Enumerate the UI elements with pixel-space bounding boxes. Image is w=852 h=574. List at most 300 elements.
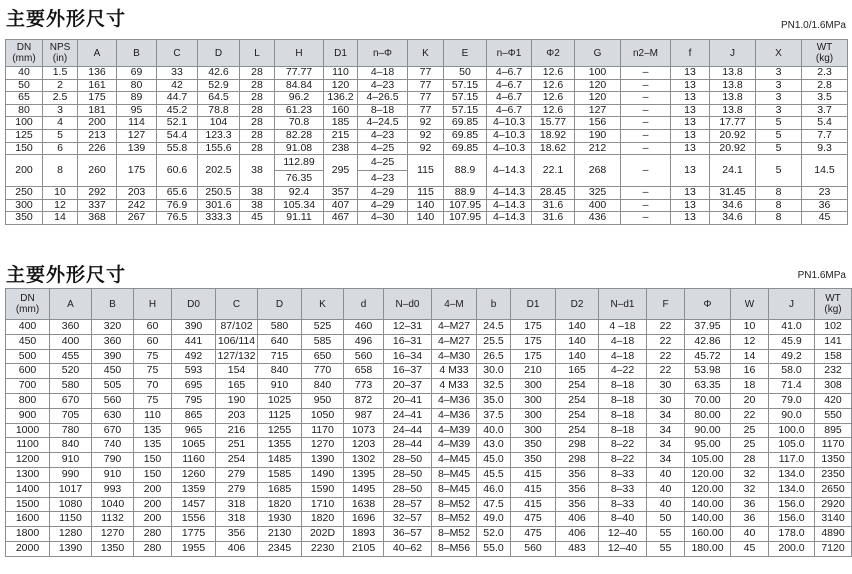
table-cell: 110 bbox=[134, 408, 172, 423]
table-cell: 40 bbox=[731, 527, 769, 542]
table-cell: 22 bbox=[647, 364, 685, 379]
table-cell: 467 bbox=[324, 212, 358, 225]
table-cell: 910 bbox=[50, 453, 92, 468]
table-cell: 18.92 bbox=[532, 129, 575, 142]
table-cell: 140 bbox=[556, 349, 599, 364]
table-cell: 1125 bbox=[258, 408, 302, 423]
table-cell: 200 bbox=[78, 117, 117, 130]
table-cell: 155.6 bbox=[198, 142, 240, 155]
table-cell: 1775 bbox=[172, 527, 216, 542]
table-cell: 202.5 bbox=[198, 155, 240, 187]
column-header-text: f bbox=[688, 47, 692, 59]
column-header-text: (mm) bbox=[12, 53, 36, 64]
table-cell: 165 bbox=[556, 364, 599, 379]
column-header-text: (in) bbox=[52, 53, 68, 64]
table-cell: 33 bbox=[157, 67, 198, 80]
table-cell: 4–18 bbox=[358, 67, 408, 80]
table-cell: 34 bbox=[647, 453, 685, 468]
table-cell: 55 bbox=[647, 541, 685, 556]
table-cell: 5 bbox=[43, 129, 78, 142]
table-cell: 65 bbox=[6, 92, 43, 105]
table-cell: 212 bbox=[575, 142, 621, 155]
table-cell: 1025 bbox=[258, 393, 302, 408]
column-header-text: Φ bbox=[703, 298, 712, 310]
table-cell: 593 bbox=[172, 364, 216, 379]
column-header bbox=[444, 40, 487, 67]
table-cell: 28 bbox=[240, 104, 275, 117]
table-cell: 840 bbox=[258, 364, 302, 379]
table-cell: 8 bbox=[756, 212, 802, 225]
table-cell: 25.5 bbox=[477, 334, 511, 349]
table-cell: 115 bbox=[408, 187, 444, 200]
table-cell: 52.0 bbox=[477, 527, 511, 542]
table-cell-top: 112.89 bbox=[275, 155, 323, 171]
table-cell: 1132 bbox=[92, 512, 134, 527]
table-cell: 45.0 bbox=[477, 453, 511, 468]
table-cell: 1280 bbox=[50, 527, 92, 542]
table-cell: 242 bbox=[117, 199, 157, 212]
table-cell: 475 bbox=[511, 512, 556, 527]
column-header-text: N–d1 bbox=[610, 298, 635, 310]
table-cell: 300 bbox=[511, 379, 556, 394]
column-header-text: b bbox=[490, 298, 497, 310]
table-cell: 135 bbox=[134, 438, 172, 453]
table-cell: 356 bbox=[556, 467, 599, 482]
table-row bbox=[6, 512, 852, 527]
table-cell: 13 bbox=[671, 67, 710, 80]
table-header-row bbox=[6, 40, 848, 67]
table-cell: 200 bbox=[6, 155, 43, 187]
table-cell: 70 bbox=[134, 379, 172, 394]
table-cell: 450 bbox=[6, 334, 50, 349]
table-cell: 4–29 bbox=[358, 187, 408, 200]
table-cell: 3 bbox=[756, 92, 802, 105]
table-cell: 415 bbox=[511, 482, 556, 497]
table-cell: 8–18 bbox=[599, 423, 647, 438]
table-cell: 34 bbox=[647, 408, 685, 423]
column-header bbox=[685, 289, 731, 320]
table-cell: 78.8 bbox=[198, 104, 240, 117]
table-cell: 125 bbox=[6, 129, 43, 142]
table-cell: 279 bbox=[216, 467, 258, 482]
table-cell: 12.6 bbox=[532, 67, 575, 80]
table-cell: 520 bbox=[50, 364, 92, 379]
table-cell: 32 bbox=[731, 482, 769, 497]
table-cell: 550 bbox=[815, 408, 852, 423]
table-cell: 75 bbox=[134, 364, 172, 379]
table-cell: 1710 bbox=[302, 497, 344, 512]
table-row bbox=[6, 320, 852, 335]
column-header-text: D1 bbox=[334, 47, 347, 59]
table-cell: 45.2 bbox=[157, 104, 198, 117]
column-header bbox=[671, 40, 710, 67]
table-row bbox=[6, 497, 852, 512]
table-cell: 840 bbox=[50, 438, 92, 453]
column-header bbox=[275, 40, 324, 67]
table-cell: 38 bbox=[240, 155, 275, 187]
table-cell: 45.72 bbox=[685, 349, 731, 364]
table-cell: – bbox=[621, 92, 671, 105]
table-cell: 441 bbox=[172, 334, 216, 349]
table-cell: 24–41 bbox=[384, 408, 432, 423]
table-cell: 238 bbox=[324, 142, 358, 155]
column-header-text: N–d0 bbox=[395, 298, 420, 310]
column-header-text: n–Φ bbox=[372, 47, 393, 59]
table-cell: 4–6.7 bbox=[487, 67, 532, 80]
table-cell: 43.0 bbox=[477, 438, 511, 453]
column-header-text: E bbox=[461, 47, 469, 59]
table-cell: 114 bbox=[117, 117, 157, 130]
table-cell: 13.8 bbox=[710, 67, 756, 80]
table-cell: 23 bbox=[802, 187, 848, 200]
table-cell: 46.0 bbox=[477, 482, 511, 497]
table-cell: 2650 bbox=[815, 482, 852, 497]
table-cell: 8–22 bbox=[599, 453, 647, 468]
table-cell: 42 bbox=[157, 79, 198, 92]
table-cell: 22 bbox=[647, 320, 685, 335]
table-cell: 12.6 bbox=[532, 92, 575, 105]
table-cell: 77 bbox=[408, 92, 444, 105]
table-cell: 4–10.3 bbox=[487, 142, 532, 155]
table-cell: 26.5 bbox=[477, 349, 511, 364]
table-cell: 69.85 bbox=[444, 129, 487, 142]
table-cell: 790 bbox=[92, 453, 134, 468]
table-cell: 8–33 bbox=[599, 497, 647, 512]
column-header bbox=[477, 289, 511, 320]
table-cell: 298 bbox=[556, 453, 599, 468]
table-cell: 580 bbox=[258, 320, 302, 335]
column-header bbox=[6, 40, 43, 67]
table-cell: 50 bbox=[647, 512, 685, 527]
table-cell: 9.3 bbox=[802, 142, 848, 155]
table-cell: 55.0 bbox=[477, 541, 511, 556]
table-cell: 57.15 bbox=[444, 104, 487, 117]
table-row bbox=[6, 187, 848, 200]
table-cell: 251 bbox=[216, 438, 258, 453]
table-cell: 10 bbox=[731, 320, 769, 335]
column-header bbox=[621, 40, 671, 67]
column-header-text: Φ2 bbox=[546, 47, 560, 59]
table-cell: 1685 bbox=[258, 482, 302, 497]
column-header-text: 4–M bbox=[444, 298, 464, 310]
table-cell: 1820 bbox=[302, 512, 344, 527]
table-cell: 38 bbox=[240, 187, 275, 200]
table-cell: 175 bbox=[511, 320, 556, 335]
table-cell: 1255 bbox=[258, 423, 302, 438]
table-cell: 14 bbox=[43, 212, 78, 225]
table-cell: 4 –18 bbox=[599, 320, 647, 335]
table-cell: 140 bbox=[556, 334, 599, 349]
table-cell: 1390 bbox=[50, 541, 92, 556]
table-cell: 300 bbox=[511, 423, 556, 438]
table-cell: 400 bbox=[50, 334, 92, 349]
table-cell: 630 bbox=[92, 408, 134, 423]
table-cell: 28 bbox=[731, 453, 769, 468]
column-header bbox=[134, 289, 172, 320]
table-cell: 268 bbox=[575, 155, 621, 187]
table-cell: 70.00 bbox=[685, 393, 731, 408]
table-cell: 8–M56 bbox=[432, 541, 477, 556]
table-cell: 20–41 bbox=[384, 393, 432, 408]
column-header bbox=[43, 40, 78, 67]
table-cell: 900 bbox=[6, 408, 50, 423]
table-cell: 45.9 bbox=[769, 334, 815, 349]
table-cell: 2350 bbox=[815, 467, 852, 482]
table-cell: 406 bbox=[556, 512, 599, 527]
table-cell: 8–M45 bbox=[432, 482, 477, 497]
table-cell: 190 bbox=[216, 393, 258, 408]
table-cell: 4–M39 bbox=[432, 423, 477, 438]
table-row bbox=[6, 453, 852, 468]
table-cell: 4–14.3 bbox=[487, 212, 532, 225]
table-row bbox=[6, 408, 852, 423]
section2-title: 主要外形尺寸 bbox=[6, 264, 127, 286]
column-header bbox=[710, 40, 756, 67]
table-cell: 90.00 bbox=[685, 423, 731, 438]
table-cell: 13 bbox=[671, 187, 710, 200]
table-cell: 390 bbox=[172, 320, 216, 335]
table-cell: 64.5 bbox=[198, 92, 240, 105]
table-cell: 320 bbox=[92, 320, 134, 335]
table-cell: 40.0 bbox=[477, 423, 511, 438]
table-cell: 31.6 bbox=[532, 199, 575, 212]
table-cell: 333.3 bbox=[198, 212, 240, 225]
table-cell: – bbox=[621, 129, 671, 142]
table-cell: 580 bbox=[50, 379, 92, 394]
table-cell: 203 bbox=[216, 408, 258, 423]
table-cell: 13 bbox=[671, 212, 710, 225]
column-header-text: H bbox=[295, 47, 303, 59]
table-cell: 8 bbox=[756, 199, 802, 212]
column-header-text: WT bbox=[825, 293, 841, 304]
column-header bbox=[6, 289, 50, 320]
table-cell: 13 bbox=[671, 155, 710, 187]
table-cell: 8 bbox=[43, 155, 78, 187]
table-cell: 4–23 bbox=[358, 79, 408, 92]
table-cell: 2.5 bbox=[43, 92, 78, 105]
table-cell: 28 bbox=[240, 129, 275, 142]
table-cell: 406 bbox=[556, 527, 599, 542]
table-cell: – bbox=[621, 212, 671, 225]
table-cell: 22 bbox=[731, 408, 769, 423]
table-cell: 200.0 bbox=[769, 541, 815, 556]
table-row bbox=[6, 67, 848, 80]
column-header bbox=[432, 289, 477, 320]
table-cell: 92.4 bbox=[275, 187, 324, 200]
table-cell: 318 bbox=[216, 497, 258, 512]
table-cell: 106/114 bbox=[216, 334, 258, 349]
table-cell: 28–50 bbox=[384, 453, 432, 468]
table-cell: 203 bbox=[117, 187, 157, 200]
table-cell: 25 bbox=[731, 423, 769, 438]
table-cell: 1000 bbox=[6, 423, 50, 438]
table-cell: 7.7 bbox=[802, 129, 848, 142]
table-cell: 1390 bbox=[302, 453, 344, 468]
table-cell: 84.84 bbox=[275, 79, 324, 92]
table-cell: 4–14.3 bbox=[487, 199, 532, 212]
table-cell: 525 bbox=[302, 320, 344, 335]
table-cell: 175 bbox=[511, 349, 556, 364]
table-cell: 254 bbox=[556, 423, 599, 438]
table-cell: 80 bbox=[117, 79, 157, 92]
table-cell: 3 bbox=[756, 104, 802, 117]
table-cell: 37.5 bbox=[477, 408, 511, 423]
table-cell: 2130 bbox=[258, 527, 302, 542]
table-cell: 150 bbox=[6, 142, 43, 155]
table-cell: 140 bbox=[408, 212, 444, 225]
table-cell: 1955 bbox=[172, 541, 216, 556]
table-cell: 24.5 bbox=[477, 320, 511, 335]
table-cell: 42.6 bbox=[198, 67, 240, 80]
table-cell: 2345 bbox=[258, 541, 302, 556]
table-cell: 141 bbox=[815, 334, 852, 349]
table-header-row bbox=[6, 289, 852, 320]
table-cell: 107.95 bbox=[444, 212, 487, 225]
table-cell: 2.3 bbox=[802, 67, 848, 80]
table-cell-top: 4–25 bbox=[358, 155, 407, 171]
table-cell: 12.6 bbox=[532, 104, 575, 117]
table-cell: 25 bbox=[731, 438, 769, 453]
table-cell: 40–62 bbox=[384, 541, 432, 556]
table-cell: 28 bbox=[240, 92, 275, 105]
table-cell: 45.5 bbox=[477, 467, 511, 482]
table-cell: 28.45 bbox=[532, 187, 575, 200]
table-cell: 175 bbox=[117, 155, 157, 187]
table-cell-bottom: 4–23 bbox=[370, 172, 395, 185]
table-cell: 4–M27 bbox=[432, 334, 477, 349]
table-cell: – bbox=[621, 155, 671, 187]
table-cell: 60 bbox=[134, 320, 172, 335]
table-cell: 5 bbox=[756, 129, 802, 142]
table-cell: 20.92 bbox=[710, 142, 756, 155]
table-cell: 300 bbox=[511, 408, 556, 423]
table-cell: 127 bbox=[117, 129, 157, 142]
table-cell: 77 bbox=[408, 67, 444, 80]
table-cell: 13 bbox=[671, 142, 710, 155]
table-cell: 4 M33 bbox=[432, 379, 477, 394]
table-cell: 213 bbox=[78, 129, 117, 142]
table-cell: 110 bbox=[324, 67, 358, 80]
table-cell: 16 bbox=[731, 364, 769, 379]
column-header-text: (kg) bbox=[815, 53, 834, 64]
table-cell: 82.28 bbox=[275, 129, 324, 142]
table-cell: 107.95 bbox=[444, 199, 487, 212]
table-row bbox=[6, 393, 852, 408]
table-cell: 360 bbox=[92, 334, 134, 349]
section1-pressure-rating: PN1.0/1.6MPa bbox=[780, 20, 846, 31]
table-cell: 4 M33 bbox=[432, 364, 477, 379]
table-cell: 134.0 bbox=[769, 467, 815, 482]
table-cell: 92 bbox=[408, 117, 444, 130]
table-cell: 360 bbox=[50, 320, 92, 335]
column-header bbox=[532, 40, 575, 67]
table-cell: 87/102 bbox=[216, 320, 258, 335]
column-header bbox=[78, 40, 117, 67]
table-cell: 3.5 bbox=[802, 92, 848, 105]
table-cell: 100 bbox=[575, 67, 621, 80]
table-cell: 390 bbox=[92, 349, 134, 364]
table-cell: 95.00 bbox=[685, 438, 731, 453]
table-cell: 69.85 bbox=[444, 142, 487, 155]
table-cell: 695 bbox=[172, 379, 216, 394]
table-cell: 13.8 bbox=[710, 79, 756, 92]
table-cell: 96.2 bbox=[275, 92, 324, 105]
table-cell: 670 bbox=[50, 393, 92, 408]
column-header bbox=[344, 289, 384, 320]
table-cell: 30 bbox=[647, 393, 685, 408]
table-cell: 88.9 bbox=[444, 155, 487, 187]
table-cell: 61.23 bbox=[275, 104, 324, 117]
table-cell: 450 bbox=[92, 364, 134, 379]
table-cell: 37.95 bbox=[685, 320, 731, 335]
dimensions-table-pn16 bbox=[5, 288, 852, 557]
table-cell: 105.34 bbox=[275, 199, 324, 212]
table-cell: 47.5 bbox=[477, 497, 511, 512]
column-header bbox=[172, 289, 216, 320]
table-cell: 1150 bbox=[50, 512, 92, 527]
table-cell: 4–M36 bbox=[432, 408, 477, 423]
table-cell: 1203 bbox=[344, 438, 384, 453]
table-row bbox=[6, 467, 852, 482]
table-cell: 36 bbox=[731, 512, 769, 527]
table-cell: 254 bbox=[216, 453, 258, 468]
table-cell: 1260 bbox=[172, 467, 216, 482]
table-cell: 8–18 bbox=[599, 408, 647, 423]
column-header-text: D1 bbox=[526, 298, 540, 310]
table-cell: 910 bbox=[92, 467, 134, 482]
table-cell: 13 bbox=[671, 129, 710, 142]
table-cell: 55.8 bbox=[157, 142, 198, 155]
table-cell: 1350 bbox=[92, 541, 134, 556]
column-header-text: H bbox=[148, 298, 157, 310]
table-cell: 12–40 bbox=[599, 527, 647, 542]
column-header bbox=[198, 40, 240, 67]
table-cell: 5 bbox=[756, 142, 802, 155]
table-cell: 987 bbox=[344, 408, 384, 423]
table-cell: 254 bbox=[556, 408, 599, 423]
table-cell: 1065 bbox=[172, 438, 216, 453]
table-cell: 181 bbox=[78, 104, 117, 117]
table-cell: 1485 bbox=[258, 453, 302, 468]
table-cell: 1600 bbox=[6, 512, 50, 527]
table-cell: 650 bbox=[302, 349, 344, 364]
table-cell: 8–M45 bbox=[432, 467, 477, 482]
table-cell: 31.6 bbox=[532, 212, 575, 225]
table-cell: 123.3 bbox=[198, 129, 240, 142]
table-cell: 69.85 bbox=[444, 117, 487, 130]
table-cell: 22.1 bbox=[532, 155, 575, 187]
table-cell: 350 bbox=[511, 453, 556, 468]
table-cell: 3 bbox=[43, 104, 78, 117]
table-cell: 28–50 bbox=[384, 467, 432, 482]
table-cell: 156 bbox=[575, 117, 621, 130]
table-cell: 337 bbox=[78, 199, 117, 212]
table-cell: 5 bbox=[756, 117, 802, 130]
table-cell: 88.9 bbox=[444, 187, 487, 200]
table-cell: 4–M30 bbox=[432, 349, 477, 364]
table-cell: 34 bbox=[647, 423, 685, 438]
table-cell: 200 bbox=[134, 482, 172, 497]
column-header bbox=[358, 40, 408, 67]
table-cell: 500 bbox=[6, 349, 50, 364]
table-cell: 1160 bbox=[172, 453, 216, 468]
table-cell: 120.00 bbox=[685, 467, 731, 482]
table-cell: 1270 bbox=[302, 438, 344, 453]
table-cell: 120.00 bbox=[685, 482, 731, 497]
column-header-text: DN bbox=[20, 293, 35, 304]
table-cell: 4–10.3 bbox=[487, 117, 532, 130]
column-header-text: J bbox=[789, 298, 794, 310]
